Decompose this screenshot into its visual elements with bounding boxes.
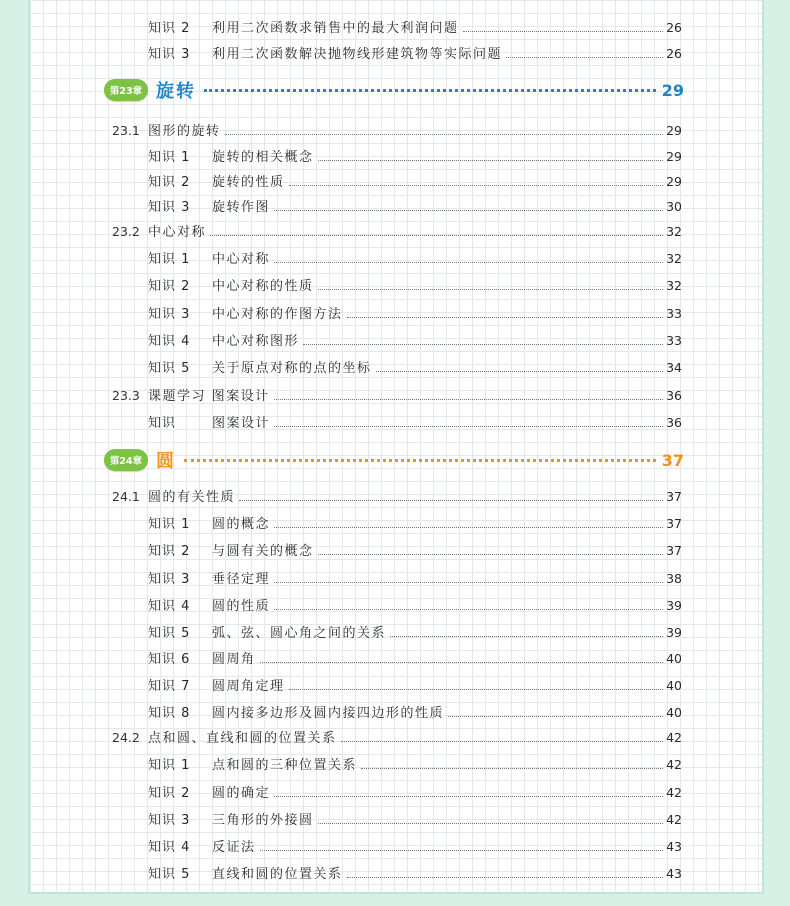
toc-row[interactable] xyxy=(148,357,682,376)
knowledge-label: 知识 3 xyxy=(148,200,191,215)
page-number: 39 xyxy=(666,598,682,613)
chapter-title: 圆 xyxy=(156,451,176,472)
page-number: 42 xyxy=(666,785,682,800)
page-number: 33 xyxy=(666,306,682,321)
toc-row[interactable] xyxy=(148,622,682,641)
toc-row[interactable] xyxy=(148,782,682,801)
knowledge-label: 知识 5 xyxy=(148,361,191,376)
chapter-24-heading[interactable] xyxy=(104,446,684,474)
knowledge-label: 知识 3 xyxy=(148,47,191,62)
dot-leader xyxy=(303,344,663,345)
toc-row[interactable] xyxy=(148,43,682,62)
page-number: 43 xyxy=(666,839,682,854)
dot-leader xyxy=(204,89,656,92)
dot-leader xyxy=(347,877,664,878)
section-row[interactable] xyxy=(112,221,682,240)
row-title: 圆的有关性质 xyxy=(148,490,236,505)
chapter-badge: 第24章 xyxy=(104,449,148,471)
row-title: 旋转的相关概念 xyxy=(212,150,314,165)
page-number: 30 xyxy=(666,199,682,214)
page-number: 26 xyxy=(666,46,682,61)
dot-leader xyxy=(260,850,664,851)
row-title: 中心对称 xyxy=(148,225,207,240)
page-number: 29 xyxy=(666,149,682,164)
knowledge-label: 知识 7 xyxy=(148,679,191,694)
row-title: 中心对称图形 xyxy=(212,334,300,349)
dot-leader xyxy=(448,716,663,717)
page-number: 32 xyxy=(666,224,682,239)
dot-leader xyxy=(376,371,664,372)
row-title: 旋转的性质 xyxy=(212,175,285,190)
page-number: 42 xyxy=(666,757,682,772)
page-number: 38 xyxy=(666,571,682,586)
dot-leader xyxy=(289,185,664,186)
row-title: 点和圆的三种位置关系 xyxy=(212,758,358,773)
section-row[interactable] xyxy=(112,385,682,404)
row-title: 利用二次函数解决抛物线形建筑物等实际问题 xyxy=(212,47,503,62)
row-title: 圆的概念 xyxy=(212,517,271,532)
bottom-border xyxy=(0,894,790,906)
dot-leader xyxy=(361,768,663,769)
toc-row[interactable] xyxy=(148,809,682,828)
page-number: 37 xyxy=(666,516,682,531)
dot-leader xyxy=(225,134,664,135)
knowledge-label: 知识 1 xyxy=(148,758,191,773)
dot-leader xyxy=(318,554,664,555)
chapter-title: 旋转 xyxy=(156,81,196,102)
chapter-page-number: 29 xyxy=(661,80,684,100)
dot-leader xyxy=(274,426,663,427)
page-number: 29 xyxy=(666,123,682,138)
section-row[interactable] xyxy=(112,727,682,746)
toc-row[interactable] xyxy=(148,412,682,431)
page-number: 39 xyxy=(666,625,682,640)
knowledge-label: 知识 5 xyxy=(148,867,191,882)
section-number: 23.1 xyxy=(112,123,140,138)
knowledge-label: 知识 2 xyxy=(148,175,191,190)
row-title: 反证法 xyxy=(212,840,256,855)
knowledge-label: 知识 2 xyxy=(148,786,191,801)
row-title: 圆的确定 xyxy=(212,786,271,801)
knowledge-label: 知识 6 xyxy=(148,652,191,667)
page-number: 33 xyxy=(666,333,682,348)
knowledge-label: 知识 2 xyxy=(148,544,191,559)
section-number: 24.1 xyxy=(112,489,140,504)
knowledge-label: 知识 1 xyxy=(148,252,191,267)
chapter-page-number: 37 xyxy=(661,450,684,470)
row-title: 弧、弦、圆心角之间的关系 xyxy=(212,626,387,641)
dot-leader xyxy=(318,823,664,824)
knowledge-label: 知识 4 xyxy=(148,334,191,349)
page-number: 37 xyxy=(666,543,682,558)
dot-leader xyxy=(463,31,664,32)
dot-leader xyxy=(274,210,663,211)
row-title: 中心对称 xyxy=(212,252,271,267)
section-number: 23.2 xyxy=(112,224,140,239)
row-title: 三角形的外接圆 xyxy=(212,813,314,828)
row-title: 圆的性质 xyxy=(212,599,271,614)
toc-row[interactable] xyxy=(148,863,682,882)
dot-leader xyxy=(318,160,664,161)
row-title: 中心对称的性质 xyxy=(212,279,314,294)
knowledge-label: 知识 5 xyxy=(148,626,191,641)
row-title: 图形的旋转 xyxy=(148,124,221,139)
page-number: 32 xyxy=(666,278,682,293)
toc-row[interactable] xyxy=(148,513,682,532)
row-title: 点和圆、直线和圆的位置关系 xyxy=(148,731,337,746)
page-number: 34 xyxy=(666,360,682,375)
dot-leader xyxy=(341,741,664,742)
knowledge-label: 知识 4 xyxy=(148,840,191,855)
toc-row[interactable] xyxy=(148,595,682,614)
knowledge-label: 知识 xyxy=(148,416,177,431)
knowledge-label: 知识 2 xyxy=(148,21,191,36)
section-number: 24.2 xyxy=(112,730,140,745)
page-number: 40 xyxy=(666,651,682,666)
row-title: 圆周角 xyxy=(212,652,256,667)
toc-row[interactable] xyxy=(148,303,682,322)
dot-leader xyxy=(274,609,663,610)
dot-leader xyxy=(274,262,663,263)
page-number: 36 xyxy=(666,388,682,403)
toc-row[interactable] xyxy=(148,17,682,36)
dot-leader xyxy=(260,662,664,663)
page-number: 42 xyxy=(666,812,682,827)
dot-leader xyxy=(274,527,663,528)
page-number: 26 xyxy=(666,20,682,35)
chapter-23-heading[interactable] xyxy=(104,76,684,104)
section-row[interactable] xyxy=(112,486,682,505)
dot-leader xyxy=(210,235,663,236)
page-number: 29 xyxy=(666,174,682,189)
dot-leader xyxy=(318,289,664,290)
toc-row[interactable] xyxy=(148,171,682,190)
dot-leader xyxy=(184,459,656,462)
page-number: 40 xyxy=(666,678,682,693)
page-number: 43 xyxy=(666,866,682,881)
row-title: 利用二次函数求销售中的最大利润问题 xyxy=(212,21,459,36)
row-title: 中心对称的作图方法 xyxy=(212,307,343,322)
dot-leader xyxy=(289,689,664,690)
row-title: 旋转作图 xyxy=(212,200,271,215)
dot-leader xyxy=(274,582,663,583)
toc-row[interactable] xyxy=(148,648,682,667)
row-title: 垂径定理 xyxy=(212,572,271,587)
chapter-badge: 第23章 xyxy=(104,79,148,101)
row-title: 圆内接多边形及圆内接四边形的性质 xyxy=(212,706,445,721)
toc-row[interactable] xyxy=(148,568,682,587)
row-title: 圆周角定理 xyxy=(212,679,285,694)
toc-row[interactable] xyxy=(148,675,682,694)
knowledge-label: 知识 1 xyxy=(148,150,191,165)
row-title: 图案设计 xyxy=(212,416,271,431)
knowledge-label: 知识 3 xyxy=(148,813,191,828)
page-number: 36 xyxy=(666,415,682,430)
dot-leader xyxy=(506,57,663,58)
knowledge-label: 知识 2 xyxy=(148,279,191,294)
dot-leader xyxy=(239,500,663,501)
toc-row[interactable] xyxy=(148,248,682,267)
toc-row[interactable] xyxy=(148,196,682,215)
toc-row[interactable] xyxy=(148,702,682,721)
page-number: 42 xyxy=(666,730,682,745)
dot-leader xyxy=(347,317,664,318)
toc-row[interactable] xyxy=(148,836,682,855)
knowledge-label: 知识 1 xyxy=(148,517,191,532)
toc-row[interactable] xyxy=(148,540,682,559)
dot-leader xyxy=(274,399,663,400)
toc-row[interactable] xyxy=(148,146,682,165)
knowledge-label: 知识 4 xyxy=(148,599,191,614)
toc-row[interactable] xyxy=(148,330,682,349)
page-number: 32 xyxy=(666,251,682,266)
toc-row[interactable] xyxy=(148,754,682,773)
knowledge-label: 知识 3 xyxy=(148,572,191,587)
row-title: 课题学习 图案设计 xyxy=(148,389,270,404)
dot-leader xyxy=(390,636,663,637)
row-title: 直线和圆的位置关系 xyxy=(212,867,343,882)
knowledge-label: 知识 3 xyxy=(148,307,191,322)
page-number: 40 xyxy=(666,705,682,720)
section-row[interactable] xyxy=(112,120,682,139)
section-number: 23.3 xyxy=(112,388,140,403)
row-title: 关于原点对称的点的坐标 xyxy=(212,361,372,376)
page-number: 37 xyxy=(666,489,682,504)
knowledge-label: 知识 8 xyxy=(148,706,191,721)
row-title: 与圆有关的概念 xyxy=(212,544,314,559)
toc-row[interactable] xyxy=(148,275,682,294)
dot-leader xyxy=(274,796,663,797)
